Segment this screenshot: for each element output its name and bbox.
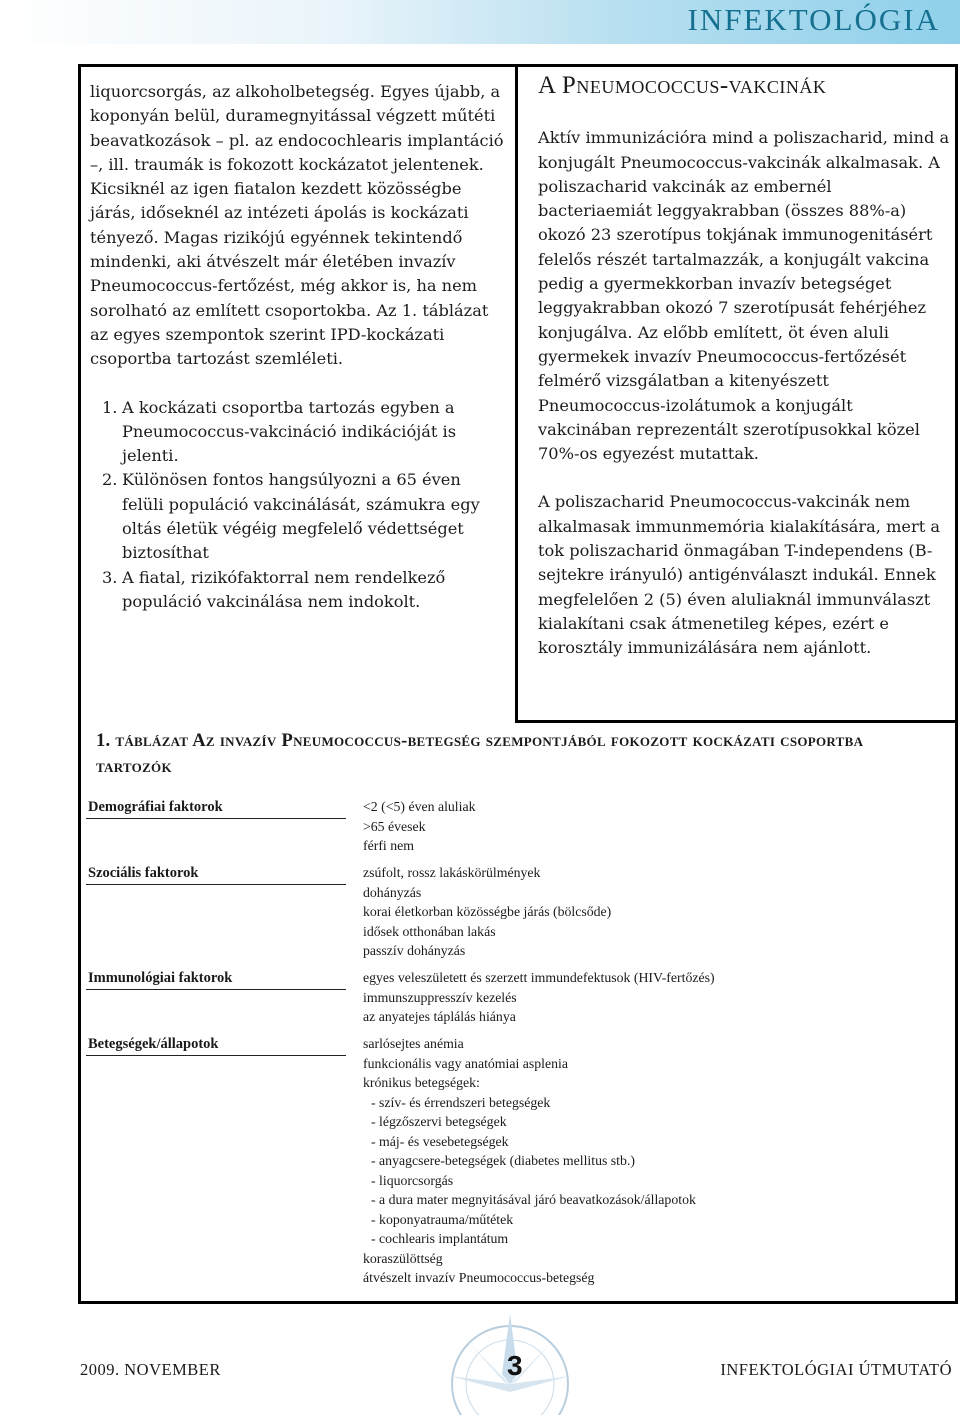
row-divider (515, 720, 958, 723)
right-paragraph-1: Aktív immunizációra mind a poliszacharid, mind a konjugált Pneumococcus-vakcinák alkalmasak. A poliszacharid vakcinák az embernél bacteriaemiát leggyakrabban (összes 88%-a) okozó 23 szerotípus tokjának immunogenitásért felelős részét tartalmazzák, a konjugált vakcina pedig a gyermekkorban invazív betegséget leggyakrabban okozó 7 szerotípusát fehérjéhez konjugálva. Az előbb említett, öt éven aluli gyermekek invazív Pneumococcus-fertőzését felmérő vizsgálatban a kitenyészett Pneumococcus-izolátumok a konjugált vakcinában reprezentált szerotípusokkal közel 70%-os egyezést mutattak. (538, 128, 950, 464)
table-row (86, 1034, 946, 1284)
footer-publication: INFEKTOLÓGIAI ÚTMUTATÓ (720, 1360, 952, 1379)
factor-values: egyes veleszületett és szerzett immundefektusok (HIV-fertőzés) immunszuppresszív kezelés az anyatejes táplálás hiánya (363, 970, 715, 1024)
risk-factor-table (86, 797, 946, 1284)
section-heading: A Pneumococcus-vakcinák (538, 72, 827, 99)
factor-label: Betegségek/állapotok (86, 1034, 346, 1056)
factor-label: Immunológiai faktorok (86, 968, 346, 990)
right-paragraph-2: A poliszacharid Pneumococcus-vakcinák nem alkalmasak immunmemória kialakítására, mert a tok poliszacharid önmagában T-independens (B-sejtekre irányuló) antigénválaszt indukál. Ennek megfelelően 2 (5) éven aluliaknál immunválaszt kialakítani csak átmenetileg képes, ezért e korosztály immunizálására nem ajánlott. (538, 492, 941, 658)
table-row (86, 797, 946, 863)
column-divider (515, 64, 518, 723)
factor-label: Szociális faktorok (86, 863, 346, 885)
recommendation-list (90, 396, 505, 615)
list-item: 3. A fiatal, rizikófaktorral nem rendelkező populáció vakcinálása nem indokolt. (102, 567, 446, 611)
table-row (86, 968, 946, 1034)
footer-date: 2009. NOVEMBER (80, 1360, 221, 1379)
factor-values: zsúfolt, rossz lakáskörülmények dohányzás korai életkorban közösségbe járás (bölcsőde) idősek otthonában lakás passzív dohányzás (363, 865, 612, 958)
page-number: 3 (507, 1350, 523, 1381)
factor-label: Demográfiai faktorok (86, 797, 346, 819)
left-paragraph: liquorcsorgás, az alkoholbetegség. Egyes újabb, a koponyán belül, duramegnyitással végzett műtéti beavatkozások – pl. az endocochlearis implantáció –, ill. traumák is fokozott kockázatot jelentenek. Kicsiknél az igen fiatalon kezdett közösségbe járás, időseknél az intézeti ápolás is kockázati tényező. Magas rizikójú egyénnek tekintendő mindenki, aki átvészelt már életében invazív Pneumococcus-fertőzést, még akkor is, ha nem sorolható az említett csoportokba. Az 1. táblázat az egyes szempontok szerint IPD-kockázati csoportba tartozást szemléleti. (90, 82, 504, 369)
table-title: 1. táblázat Az invazív Pneumococcus-betegség szempontjából fokozott kockázati csoportba tartozók (96, 731, 864, 777)
list-item: 2. Különösen fontos hangsúlyozni a 65 éven felüli populáció vakcinálását, számukra egy oltás életük végéig megfelelő védettséget biztosíthat (102, 470, 480, 563)
left-column (90, 80, 505, 614)
factor-values: sarlósejtes anémia funkcionális vagy anatómiai asplenia krónikus betegségek: - szív- és érrendszeri betegségek - légzőszervi betegségek - máj- és vesebetegségek - anyagcsere-betegségek (diabetes mellitus stb.) - liquorcsorgás - a dura mater megnyitásával járó beavatkozások/állapotok - koponyatrauma/műtétek - cochlearis implantátum koraszülöttség átvészelt invazív Pneumococcus-betegség (363, 1036, 696, 1285)
right-column (538, 74, 950, 685)
table-row (86, 863, 946, 968)
section-title: INFEKTOLÓGIA (687, 2, 940, 37)
factor-values: <2 (<5) éven aluliak >65 évesek férfi nem (363, 799, 476, 853)
list-item: 1. A kockázati csoportba tartozás egyben a Pneumococcus-vakcináció indikációját is jelenti. (102, 397, 457, 466)
